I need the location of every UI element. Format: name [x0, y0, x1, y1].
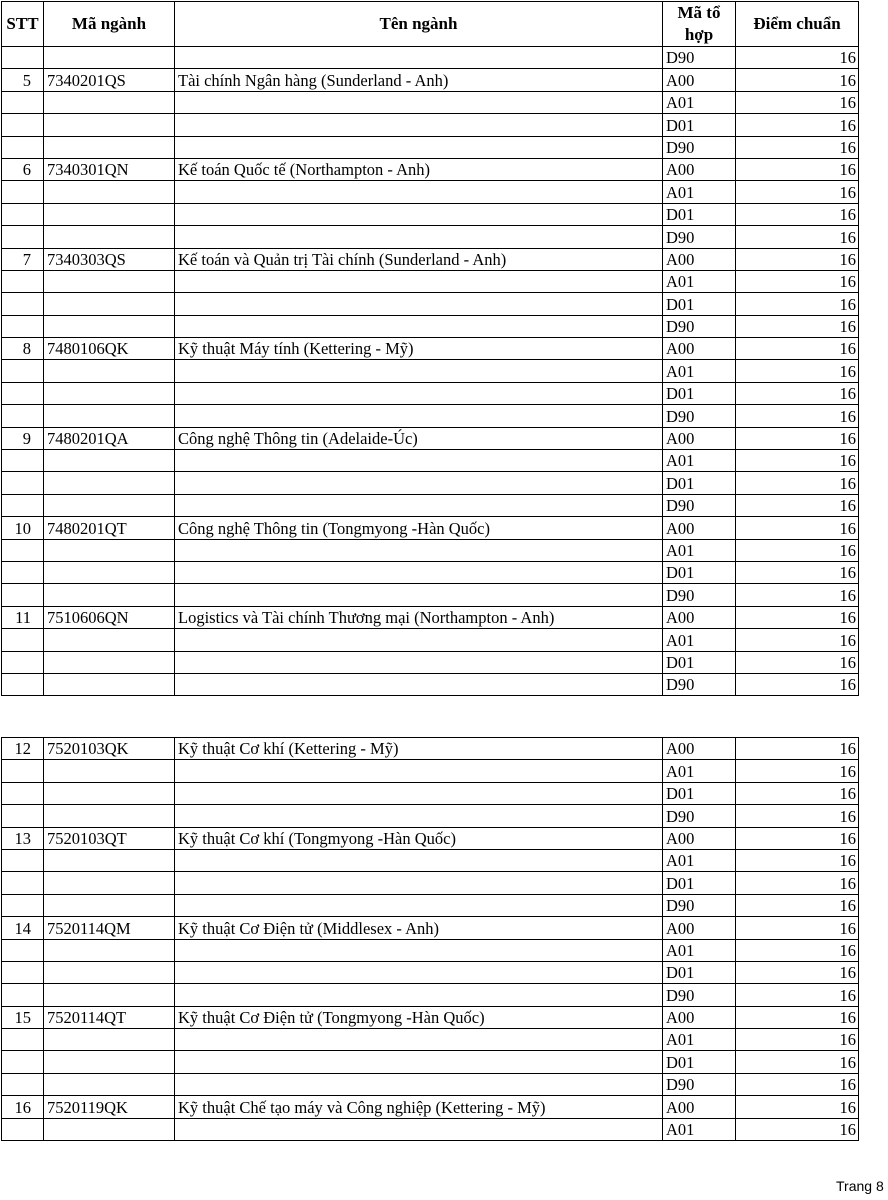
row-combo: D90 [663, 47, 736, 69]
table-row [2, 651, 859, 673]
row-combo: A01 [663, 539, 736, 561]
row-stt [2, 1118, 44, 1140]
table-row [2, 114, 859, 136]
row-combo: D01 [663, 472, 736, 494]
row-stt [2, 47, 44, 69]
row-score: 16 [736, 584, 859, 606]
row-combo: A00 [663, 827, 736, 849]
header-combo [663, 2, 736, 47]
row-score: 16 [736, 69, 859, 91]
row-combo: D90 [663, 984, 736, 1006]
row-score: 16 [736, 984, 859, 1006]
row-combo: A01 [663, 270, 736, 292]
row-major-code [44, 405, 175, 427]
page-number: Trang 8 [836, 1178, 884, 1194]
row-stt [2, 405, 44, 427]
row-stt: 9 [2, 427, 44, 449]
row-combo: A00 [663, 738, 736, 760]
row-major-code [44, 226, 175, 248]
row-score: 16 [736, 315, 859, 337]
row-major-name [175, 494, 663, 516]
row-score: 16 [736, 494, 859, 516]
row-major-name [175, 47, 663, 69]
row-major-name [175, 539, 663, 561]
row-major-code [44, 984, 175, 1006]
table-row [2, 494, 859, 516]
row-stt [2, 226, 44, 248]
row-combo: D90 [663, 584, 736, 606]
row-stt: 16 [2, 1096, 44, 1118]
row-stt [2, 539, 44, 561]
row-major-code [44, 91, 175, 113]
row-score: 16 [736, 382, 859, 404]
table-row [2, 203, 859, 225]
row-major-name [175, 114, 663, 136]
row-major-name [175, 382, 663, 404]
row-stt: 5 [2, 69, 44, 91]
row-major-code [44, 181, 175, 203]
table-row [2, 69, 859, 91]
row-major-code [44, 584, 175, 606]
row-combo: A00 [663, 338, 736, 360]
row-combo: A01 [663, 450, 736, 472]
row-stt [2, 673, 44, 695]
row-major-name [175, 1073, 663, 1095]
row-major-name [175, 226, 663, 248]
row-combo: A00 [663, 1006, 736, 1028]
row-score: 16 [736, 1051, 859, 1073]
row-score: 16 [736, 1096, 859, 1118]
row-stt [2, 1051, 44, 1073]
table-row [2, 382, 859, 404]
table-row [2, 584, 859, 606]
row-combo: D01 [663, 382, 736, 404]
table-row [2, 517, 859, 539]
row-major-name [175, 450, 663, 472]
row-major-code: 7520103QK [44, 738, 175, 760]
row-combo: A01 [663, 360, 736, 382]
row-major-name [175, 1051, 663, 1073]
row-stt: 13 [2, 827, 44, 849]
row-major-name: Tài chính Ngân hàng (Sunderland - Anh) [175, 69, 663, 91]
row-stt: 11 [2, 606, 44, 628]
row-major-name [175, 181, 663, 203]
row-score: 16 [736, 782, 859, 804]
row-combo: D01 [663, 782, 736, 804]
row-major-name [175, 203, 663, 225]
row-score: 16 [736, 158, 859, 180]
table-row [2, 917, 859, 939]
row-combo: A00 [663, 517, 736, 539]
row-stt [2, 984, 44, 1006]
row-major-name [175, 293, 663, 315]
row-major-code: 7480106QK [44, 338, 175, 360]
row-combo: D01 [663, 872, 736, 894]
row-major-name [175, 561, 663, 583]
header-stt: STT [2, 2, 44, 47]
row-major-name [175, 360, 663, 382]
row-major-code: 7520114QM [44, 917, 175, 939]
admission-table-1 [1, 1, 859, 696]
row-combo: D90 [663, 226, 736, 248]
table-row [2, 47, 859, 69]
row-stt [2, 114, 44, 136]
row-major-code: 7340301QN [44, 158, 175, 180]
row-combo: D90 [663, 673, 736, 695]
row-major-name: Kỹ thuật Cơ Điện tử (Tongmyong -Hàn Quốc) [175, 1006, 663, 1028]
row-score: 16 [736, 360, 859, 382]
row-combo: A01 [663, 91, 736, 113]
row-major-name [175, 939, 663, 961]
row-combo: D01 [663, 114, 736, 136]
row-combo: D90 [663, 315, 736, 337]
row-major-name [175, 1118, 663, 1140]
row-score: 16 [736, 472, 859, 494]
row-combo: D90 [663, 1073, 736, 1095]
row-major-code [44, 1029, 175, 1051]
row-combo: A00 [663, 606, 736, 628]
row-stt [2, 472, 44, 494]
row-major-code [44, 1118, 175, 1140]
row-combo: D90 [663, 136, 736, 158]
row-major-code [44, 1073, 175, 1095]
table-row [2, 782, 859, 804]
table-row [2, 405, 859, 427]
row-stt [2, 805, 44, 827]
row-major-name: Kỹ thuật Cơ khí (Tongmyong -Hàn Quốc) [175, 827, 663, 849]
row-combo: A01 [663, 629, 736, 651]
row-major-name [175, 673, 663, 695]
row-stt: 14 [2, 917, 44, 939]
table-row [2, 939, 859, 961]
table-row [2, 872, 859, 894]
table-2-body [2, 738, 859, 1141]
row-combo: A01 [663, 1029, 736, 1051]
row-major-name: Kỹ thuật Cơ Điện tử (Middlesex - Anh) [175, 917, 663, 939]
row-score: 16 [736, 849, 859, 871]
row-major-code [44, 450, 175, 472]
table-row [2, 738, 859, 760]
table-row [2, 270, 859, 292]
row-combo: A01 [663, 939, 736, 961]
table-row [2, 91, 859, 113]
row-major-code [44, 47, 175, 69]
row-stt: 12 [2, 738, 44, 760]
table-row [2, 1006, 859, 1028]
row-score: 16 [736, 917, 859, 939]
row-major-code [44, 539, 175, 561]
row-combo: A01 [663, 181, 736, 203]
table-row [2, 427, 859, 449]
row-major-name [175, 136, 663, 158]
row-score: 16 [736, 203, 859, 225]
row-stt [2, 181, 44, 203]
table-row [2, 760, 859, 782]
row-combo: D01 [663, 293, 736, 315]
row-score: 16 [736, 651, 859, 673]
row-major-name [175, 315, 663, 337]
row-major-code [44, 315, 175, 337]
row-major-name: Công nghệ Thông tin (Tongmyong -Hàn Quốc) [175, 517, 663, 539]
header-major-name: Tên ngành [175, 2, 663, 47]
row-major-code [44, 673, 175, 695]
row-stt [2, 782, 44, 804]
row-score: 16 [736, 738, 859, 760]
row-stt [2, 561, 44, 583]
row-score: 16 [736, 539, 859, 561]
row-score: 16 [736, 405, 859, 427]
table-row [2, 539, 859, 561]
row-score: 16 [736, 114, 859, 136]
row-major-name [175, 805, 663, 827]
row-stt [2, 91, 44, 113]
row-combo: A01 [663, 1118, 736, 1140]
row-major-code [44, 939, 175, 961]
row-stt [2, 360, 44, 382]
row-major-code: 7520119QK [44, 1096, 175, 1118]
table-row [2, 849, 859, 871]
row-major-code [44, 114, 175, 136]
row-major-code [44, 849, 175, 871]
row-score: 16 [736, 47, 859, 69]
row-stt: 6 [2, 158, 44, 180]
header-combo-line1: Mã tổ [677, 3, 721, 22]
row-major-code [44, 472, 175, 494]
row-stt [2, 760, 44, 782]
table-row [2, 1073, 859, 1095]
row-major-code [44, 293, 175, 315]
row-stt [2, 629, 44, 651]
row-major-code: 7480201QT [44, 517, 175, 539]
row-major-code: 7520103QT [44, 827, 175, 849]
row-score: 16 [736, 894, 859, 916]
row-combo: D90 [663, 405, 736, 427]
row-score: 16 [736, 673, 859, 695]
row-major-code [44, 203, 175, 225]
row-combo: A00 [663, 427, 736, 449]
header-major-code: Mã ngành [44, 2, 175, 47]
row-combo: D01 [663, 961, 736, 983]
row-major-name [175, 760, 663, 782]
row-score: 16 [736, 226, 859, 248]
table-row [2, 1096, 859, 1118]
row-major-name [175, 849, 663, 871]
row-score: 16 [736, 1073, 859, 1095]
row-score: 16 [736, 136, 859, 158]
row-score: 16 [736, 827, 859, 849]
row-major-name [175, 961, 663, 983]
row-score: 16 [736, 270, 859, 292]
row-combo: A01 [663, 849, 736, 871]
table-row [2, 606, 859, 628]
table-row [2, 315, 859, 337]
row-stt [2, 136, 44, 158]
row-major-code [44, 629, 175, 651]
row-stt [2, 961, 44, 983]
row-major-code [44, 894, 175, 916]
row-stt: 8 [2, 338, 44, 360]
row-major-name [175, 984, 663, 1006]
table-row [2, 158, 859, 180]
row-stt: 10 [2, 517, 44, 539]
row-major-name: Công nghệ Thông tin (Adelaide-Úc) [175, 427, 663, 449]
table-row [2, 181, 859, 203]
row-combo: D90 [663, 494, 736, 516]
table-row [2, 338, 859, 360]
row-score: 16 [736, 293, 859, 315]
row-score: 16 [736, 1118, 859, 1140]
row-major-name: Logistics và Tài chính Thương mại (Northampton - Anh) [175, 606, 663, 628]
row-stt [2, 584, 44, 606]
row-stt [2, 872, 44, 894]
row-major-code [44, 760, 175, 782]
row-major-name [175, 894, 663, 916]
row-score: 16 [736, 450, 859, 472]
header-score: Điểm chuẩn [736, 2, 859, 47]
table-row [2, 293, 859, 315]
row-combo: A01 [663, 760, 736, 782]
table-row [2, 827, 859, 849]
row-major-code [44, 782, 175, 804]
table-row [2, 1118, 859, 1140]
row-score: 16 [736, 961, 859, 983]
table-row [2, 1051, 859, 1073]
row-major-code [44, 961, 175, 983]
row-score: 16 [736, 939, 859, 961]
row-score: 16 [736, 517, 859, 539]
row-major-code [44, 136, 175, 158]
row-major-code [44, 872, 175, 894]
row-major-name [175, 270, 663, 292]
row-major-name: Kỹ thuật Cơ khí (Kettering - Mỹ) [175, 738, 663, 760]
row-major-code: 7520114QT [44, 1006, 175, 1028]
row-stt [2, 270, 44, 292]
row-major-code [44, 1051, 175, 1073]
row-major-code [44, 382, 175, 404]
row-combo: A00 [663, 917, 736, 939]
row-stt [2, 450, 44, 472]
row-stt [2, 203, 44, 225]
row-major-code [44, 270, 175, 292]
row-major-name [175, 405, 663, 427]
header-combo-line2: hợp [684, 25, 714, 44]
row-stt: 15 [2, 1006, 44, 1028]
row-score: 16 [736, 606, 859, 628]
row-major-code: 7340201QS [44, 69, 175, 91]
admission-table-2 [1, 737, 859, 1141]
table-row [2, 894, 859, 916]
table-row [2, 961, 859, 983]
row-combo: A00 [663, 158, 736, 180]
row-score: 16 [736, 760, 859, 782]
row-major-name [175, 782, 663, 804]
table-row [2, 805, 859, 827]
table-row [2, 561, 859, 583]
table-row [2, 472, 859, 494]
row-score: 16 [736, 91, 859, 113]
row-combo: A00 [663, 248, 736, 270]
row-stt [2, 382, 44, 404]
table-row [2, 226, 859, 248]
row-major-code [44, 805, 175, 827]
row-stt [2, 894, 44, 916]
row-score: 16 [736, 181, 859, 203]
row-score: 16 [736, 872, 859, 894]
row-combo: A00 [663, 1096, 736, 1118]
table-1-body [2, 47, 859, 696]
row-combo: D90 [663, 894, 736, 916]
row-major-code [44, 494, 175, 516]
row-major-name [175, 651, 663, 673]
row-major-code: 7510606QN [44, 606, 175, 628]
row-stt [2, 1029, 44, 1051]
row-major-code: 7480201QA [44, 427, 175, 449]
row-stt: 7 [2, 248, 44, 270]
row-stt [2, 849, 44, 871]
table-row [2, 136, 859, 158]
table-row [2, 984, 859, 1006]
table-row [2, 1029, 859, 1051]
row-stt [2, 651, 44, 673]
row-combo: D01 [663, 203, 736, 225]
row-combo: D01 [663, 561, 736, 583]
row-stt [2, 315, 44, 337]
row-major-code [44, 651, 175, 673]
row-score: 16 [736, 1029, 859, 1051]
row-score: 16 [736, 629, 859, 651]
row-score: 16 [736, 561, 859, 583]
row-stt [2, 1073, 44, 1095]
table-row [2, 673, 859, 695]
row-major-name: Kế toán và Quản trị Tài chính (Sunderland - Anh) [175, 248, 663, 270]
row-major-name [175, 584, 663, 606]
table-row [2, 629, 859, 651]
row-combo: D90 [663, 805, 736, 827]
row-major-name [175, 472, 663, 494]
row-major-name: Kế toán Quốc tế (Northampton - Anh) [175, 158, 663, 180]
row-combo: D01 [663, 651, 736, 673]
row-score: 16 [736, 248, 859, 270]
row-major-code [44, 561, 175, 583]
row-stt [2, 293, 44, 315]
row-major-code [44, 360, 175, 382]
row-major-code: 7340303QS [44, 248, 175, 270]
row-major-name: Kỹ thuật Chế tạo máy và Công nghiệp (Kettering - Mỹ) [175, 1096, 663, 1118]
table-row [2, 360, 859, 382]
row-score: 16 [736, 427, 859, 449]
row-score: 16 [736, 805, 859, 827]
row-score: 16 [736, 338, 859, 360]
row-major-name [175, 91, 663, 113]
row-major-name [175, 872, 663, 894]
row-major-name: Kỹ thuật Máy tính (Kettering - Mỹ) [175, 338, 663, 360]
row-stt [2, 939, 44, 961]
row-major-name [175, 1029, 663, 1051]
row-combo: A00 [663, 69, 736, 91]
row-stt [2, 494, 44, 516]
row-major-name [175, 629, 663, 651]
row-combo: D01 [663, 1051, 736, 1073]
table-row [2, 450, 859, 472]
table-row [2, 248, 859, 270]
table-header-row [2, 2, 859, 47]
row-score: 16 [736, 1006, 859, 1028]
